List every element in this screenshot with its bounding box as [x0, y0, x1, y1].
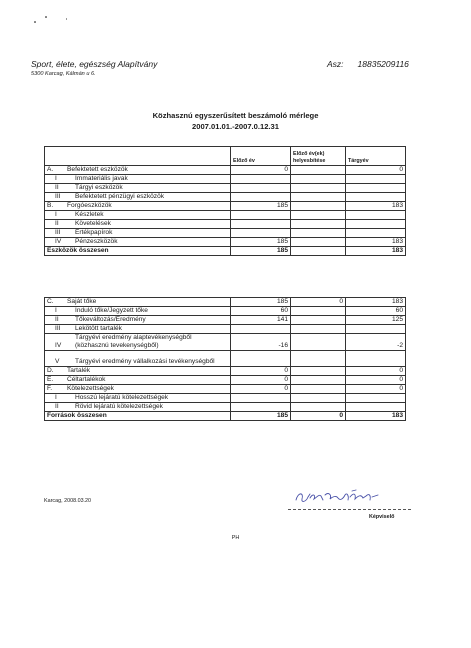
row-label: Tárgyi eszközök: [75, 184, 123, 191]
signature-image: [292, 486, 387, 508]
row-label: Tárgyévi eredmény alaptevékenységből (közhasznú tevekenységből): [75, 334, 192, 349]
document-period: 2007.01.01.-2007.0.12.31: [192, 122, 279, 131]
row-code: I: [55, 394, 57, 401]
total-prev-year: 185: [231, 412, 291, 421]
row-label: Pénzeszközök: [75, 238, 118, 245]
liabilities-table: [44, 297, 406, 421]
row-label-cell: [45, 351, 231, 367]
row-label: Tartalék: [67, 367, 91, 374]
current-year-value: [346, 394, 406, 403]
row-label: Hosszú lejáratú kötelezettségek: [75, 394, 169, 401]
adjustment-value: [291, 211, 346, 220]
table-row: [45, 403, 406, 412]
row-code: I: [55, 307, 57, 314]
row-label: Értékpapírok: [75, 229, 113, 236]
current-year-value: 0: [346, 166, 406, 175]
total-adjustment: 0: [291, 412, 346, 421]
prev-year-value: -16: [231, 334, 291, 351]
table-row: [45, 367, 406, 376]
prev-year-value: [231, 220, 291, 229]
prev-year-value: 185: [231, 238, 291, 247]
row-label: Befektetett pénzügyi eszközök: [75, 193, 165, 200]
total-current-year: 183: [346, 247, 406, 256]
row-label: Tárgyévi eredmény vállalkozási tevékenységből: [75, 358, 215, 365]
table-row: [45, 325, 406, 334]
document-title: Közhasznú egyszerűsített beszámoló mérlege: [152, 111, 319, 120]
row-label-cell: [45, 316, 231, 325]
current-year-value: 183: [346, 202, 406, 211]
table-row: [45, 334, 406, 351]
current-year-value: [346, 229, 406, 238]
total-row: [45, 412, 406, 421]
table-row: [45, 238, 406, 247]
assets-table: [44, 146, 406, 256]
prev-year-value: 185: [231, 202, 291, 211]
prev-year-value: 141: [231, 316, 291, 325]
row-code: E.: [47, 376, 54, 383]
table-row: [45, 202, 406, 211]
table-row: [45, 307, 406, 316]
current-year-value: [346, 211, 406, 220]
adjustment-value: [291, 316, 346, 325]
row-label-cell: [45, 184, 231, 193]
current-year-value: 0: [346, 367, 406, 376]
total-label: Eszközök összesen: [45, 247, 231, 256]
total-row: [45, 247, 406, 256]
row-label-cell: [45, 403, 231, 412]
row-label: Saját tőke: [67, 298, 97, 305]
prev-year-value: 0: [231, 166, 291, 175]
adjustment-value: [291, 307, 346, 316]
row-label-cell: [45, 298, 231, 307]
prev-year-value: 0: [231, 376, 291, 385]
row-code: II: [55, 403, 59, 410]
adjustment-value: [291, 229, 346, 238]
scan-speck: [66, 18, 67, 20]
current-year-value: [346, 403, 406, 412]
row-code: IV: [55, 238, 62, 245]
current-year-value: 60: [346, 307, 406, 316]
organization-name: Sport, élete, egészség Alapítvány: [31, 59, 158, 69]
signature-label: Képviselő: [369, 514, 395, 520]
row-label: Induló tőke/Jegyzett tőke: [75, 307, 148, 314]
row-code: IV: [55, 342, 62, 349]
table-row: [45, 298, 406, 307]
prev-year-value: [231, 211, 291, 220]
page-mark: PH: [231, 535, 240, 541]
row-label: Immateriális javak: [75, 175, 128, 182]
row-code: I: [55, 175, 57, 182]
tax-number-value: 18835209116: [357, 59, 409, 69]
adjustment-value: [291, 175, 346, 184]
table-row: [45, 394, 406, 403]
column-header-blank: [45, 147, 231, 166]
row-code: A.: [47, 166, 54, 173]
column-header-current-year: Tárgyév: [346, 147, 406, 166]
prev-year-value: [231, 229, 291, 238]
total-label: Források összesen: [45, 412, 231, 421]
table-row: [45, 211, 406, 220]
prev-year-value: 185: [231, 298, 291, 307]
row-code: B.: [47, 202, 54, 209]
row-label: Céltartalékok: [67, 376, 106, 383]
adjustment-value: 0: [291, 298, 346, 307]
scan-speck: [45, 16, 47, 18]
table-row: [45, 376, 406, 385]
row-label-cell: [45, 385, 231, 394]
organization-address: 5300 Karcag, Kálmán u 6.: [31, 71, 96, 77]
row-label: Készletek: [75, 211, 104, 218]
row-code: D.: [47, 367, 54, 374]
scan-speck: [34, 21, 36, 23]
total-prev-year: 185: [231, 247, 291, 256]
table-row: [45, 166, 406, 175]
row-code: I: [55, 211, 57, 218]
row-code: V: [55, 358, 60, 365]
row-label: Követelések: [75, 220, 111, 227]
row-label-cell: [45, 220, 231, 229]
prev-year-value: [231, 325, 291, 334]
prev-year-value: [231, 351, 291, 367]
row-label-cell: [45, 238, 231, 247]
row-label-cell: [45, 229, 231, 238]
adjustment-value: [291, 166, 346, 175]
adjustment-value: [291, 385, 346, 394]
organization-block: [31, 59, 157, 78]
row-code: III: [55, 229, 61, 236]
table-row: [45, 316, 406, 325]
prev-year-value: [231, 175, 291, 184]
current-year-value: [346, 325, 406, 334]
row-label: Rövid lejáratú kötelezettségek: [75, 403, 163, 410]
row-code: II: [55, 220, 59, 227]
place-date: Karcag, 2008.03.20: [44, 498, 92, 504]
row-code: II: [55, 316, 59, 323]
row-label-cell: [45, 202, 231, 211]
tax-number-label: Asz:: [327, 59, 344, 69]
total-adjustment: [291, 247, 346, 256]
adjustment-value: [291, 325, 346, 334]
current-year-value: [346, 175, 406, 184]
table-row: [45, 229, 406, 238]
current-year-value: 0: [346, 376, 406, 385]
total-current-year: 183: [346, 412, 406, 421]
row-label-cell: [45, 166, 231, 175]
row-label-cell: [45, 376, 231, 385]
current-year-value: [346, 193, 406, 202]
column-header-adjustment: Előző év(ek) helyesbítése: [291, 147, 346, 166]
prev-year-value: 60: [231, 307, 291, 316]
current-year-value: 183: [346, 238, 406, 247]
table-row: [45, 184, 406, 193]
row-label-cell: [45, 394, 231, 403]
row-label: Lekötött tartalék: [75, 325, 122, 332]
row-label: Befektetett eszközök: [67, 166, 128, 173]
table-row: [45, 175, 406, 184]
row-code: III: [55, 193, 61, 200]
adjustment-value: [291, 202, 346, 211]
row-label: Forgóeszközök: [67, 202, 112, 209]
adjustment-value: [291, 403, 346, 412]
prev-year-value: [231, 394, 291, 403]
table-row: [45, 351, 406, 367]
current-year-value: 125: [346, 316, 406, 325]
adjustment-value: [291, 334, 346, 351]
row-label-cell: [45, 211, 231, 220]
row-label-cell: [45, 175, 231, 184]
adjustment-value: [291, 193, 346, 202]
row-code: C.: [47, 298, 54, 305]
row-code: F.: [47, 385, 53, 392]
column-header-prev-year: Előző év: [231, 147, 291, 166]
adjustment-value: [291, 351, 346, 367]
table-row: [45, 220, 406, 229]
prev-year-value: 0: [231, 367, 291, 376]
current-year-value: 0: [346, 385, 406, 394]
current-year-value: [346, 220, 406, 229]
adjustment-value: [291, 184, 346, 193]
adjustment-value: [291, 220, 346, 229]
row-label-cell: [45, 307, 231, 316]
row-label: Tőkeváltozás/Eredmény: [75, 316, 146, 323]
adjustment-value: [291, 238, 346, 247]
current-year-value: 183: [346, 298, 406, 307]
row-code: II: [55, 184, 59, 191]
prev-year-value: [231, 193, 291, 202]
column-header-row: [45, 147, 406, 166]
row-label-cell: [45, 367, 231, 376]
signature-line: [288, 509, 411, 510]
table-row: [45, 193, 406, 202]
table-row: [45, 385, 406, 394]
current-year-value: -2: [346, 334, 406, 351]
row-label-cell: [45, 334, 231, 351]
current-year-value: [346, 184, 406, 193]
row-label-cell: [45, 193, 231, 202]
tax-number: [327, 59, 409, 69]
adjustment-value: [291, 394, 346, 403]
row-label-cell: [45, 325, 231, 334]
row-code: III: [55, 325, 61, 332]
adjustment-value: [291, 367, 346, 376]
prev-year-value: [231, 403, 291, 412]
prev-year-value: [231, 184, 291, 193]
prev-year-value: 0: [231, 385, 291, 394]
row-label: Kötelezettségek: [67, 385, 114, 392]
adjustment-value: [291, 376, 346, 385]
current-year-value: [346, 351, 406, 367]
